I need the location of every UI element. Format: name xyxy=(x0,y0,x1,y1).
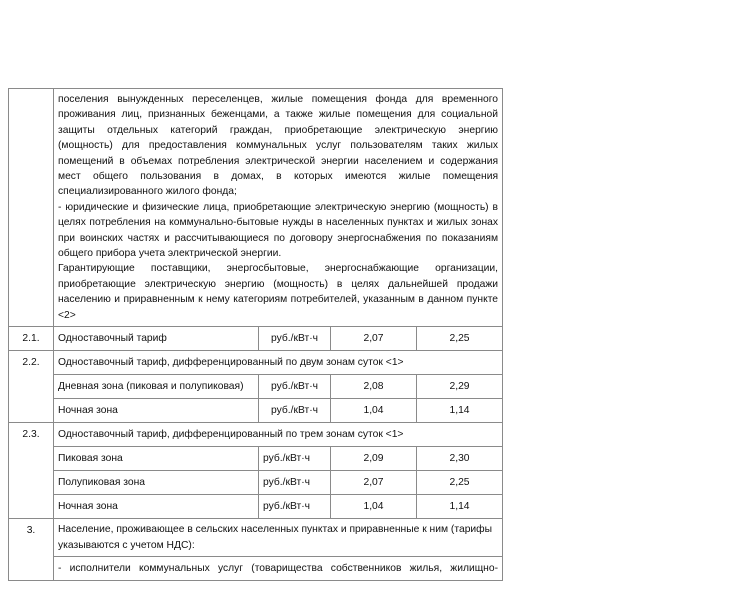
unit: руб./кВт·ч xyxy=(259,327,331,351)
zone-name: Ночная зона xyxy=(54,495,259,519)
table-row-sub xyxy=(9,556,503,580)
unit: руб./кВт·ч xyxy=(259,399,331,423)
value-1: 1,04 xyxy=(331,399,417,423)
value-2: 2,29 xyxy=(417,375,503,399)
value-2: 2,25 xyxy=(417,327,503,351)
table-row-3 xyxy=(9,519,503,557)
tariff-group-title: Одноставочный тариф, дифференцированный по трем зонам суток <1> xyxy=(54,423,503,447)
unit: руб./кВт·ч xyxy=(259,495,331,519)
unit: руб./кВт·ч xyxy=(259,447,331,471)
value-2: 2,25 xyxy=(417,471,503,495)
value-1: 2,07 xyxy=(331,327,417,351)
value-1: 2,09 xyxy=(331,447,417,471)
table-row-zone xyxy=(9,447,503,471)
unit: руб./кВт·ч xyxy=(259,375,331,399)
zone-name: Полупиковая зона xyxy=(54,471,259,495)
row-number: 3. xyxy=(9,519,54,581)
table-row-2-1 xyxy=(9,327,503,351)
row-number-cell xyxy=(9,89,54,327)
value-1: 2,08 xyxy=(331,375,417,399)
value-2: 1,14 xyxy=(417,495,503,519)
table-row-2-3 xyxy=(9,423,503,447)
table-row-zone xyxy=(9,495,503,519)
intro-paragraph-2: - юридические и физические лица, приобретающие электрическую энергию (мощность) в целях потребления на коммунально-бытовые нужды в населенных пунктах и жилых зонах при воинских частях и рассчитывающиеся по договору энергоснабжения по показаниям общего прибора учета электрической энергии. xyxy=(58,201,499,260)
value-1: 2,07 xyxy=(331,471,417,495)
value-2: 1,14 xyxy=(417,399,503,423)
table-row-2-2 xyxy=(9,351,503,375)
zone-name: Дневная зона (пиковая и полупиковая) xyxy=(54,375,259,399)
zone-name: Пиковая зона xyxy=(54,447,259,471)
intro-paragraph-1: поселения вынужденных переселенцев, жилые помещения фонда для временного проживания лиц, признанных беженцами, а также жилые помещения для социальной защиты отдельных категорий граждан, приобретающие электрическую энергию (мощность) для предоставления коммунальных услуг пользователям таких жилых помещений в объемах потребления электрической энергии населением и содержания мест общего пользования в домах, в которых имеются жилые помещения специализированного жилого фонда; xyxy=(58,94,499,198)
intro-text-cell xyxy=(54,89,503,327)
tariff-table xyxy=(8,88,503,581)
zone-name: Ночная зона xyxy=(54,399,259,423)
unit: руб./кВт·ч xyxy=(259,471,331,495)
row-number: 2.2. xyxy=(9,351,54,423)
tariff-name: Одноставочный тариф xyxy=(54,327,259,351)
value-1: 1,04 xyxy=(331,495,417,519)
table-row-intro xyxy=(9,89,503,327)
row-number: 2.1. xyxy=(9,327,54,351)
value-2: 2,30 xyxy=(417,447,503,471)
category-title: Население, проживающее в сельских населенных пунктах и приравненные к ним (тарифы указываются с учетом НДС): xyxy=(54,519,503,557)
subitem-text: - исполнители коммунальных услуг (товарищества собственников жилья, жилищно- xyxy=(58,562,499,574)
intro-paragraph-3: Гарантирующие поставщики, энергосбытовые, энергоснабжающие организации, приобретающие электрическую энергию (мощность) в целях дальнейшей продажи населению и приравненным к нему категориям потребителей, указанным в данном пункте <2> xyxy=(58,263,499,321)
row-number: 2.3. xyxy=(9,423,54,519)
category-subitem xyxy=(54,556,503,580)
table-row-zone xyxy=(9,375,503,399)
table-row-zone xyxy=(9,471,503,495)
tariff-group-title: Одноставочный тариф, дифференцированный по двум зонам суток <1> xyxy=(54,351,503,375)
table-row-zone xyxy=(9,399,503,423)
